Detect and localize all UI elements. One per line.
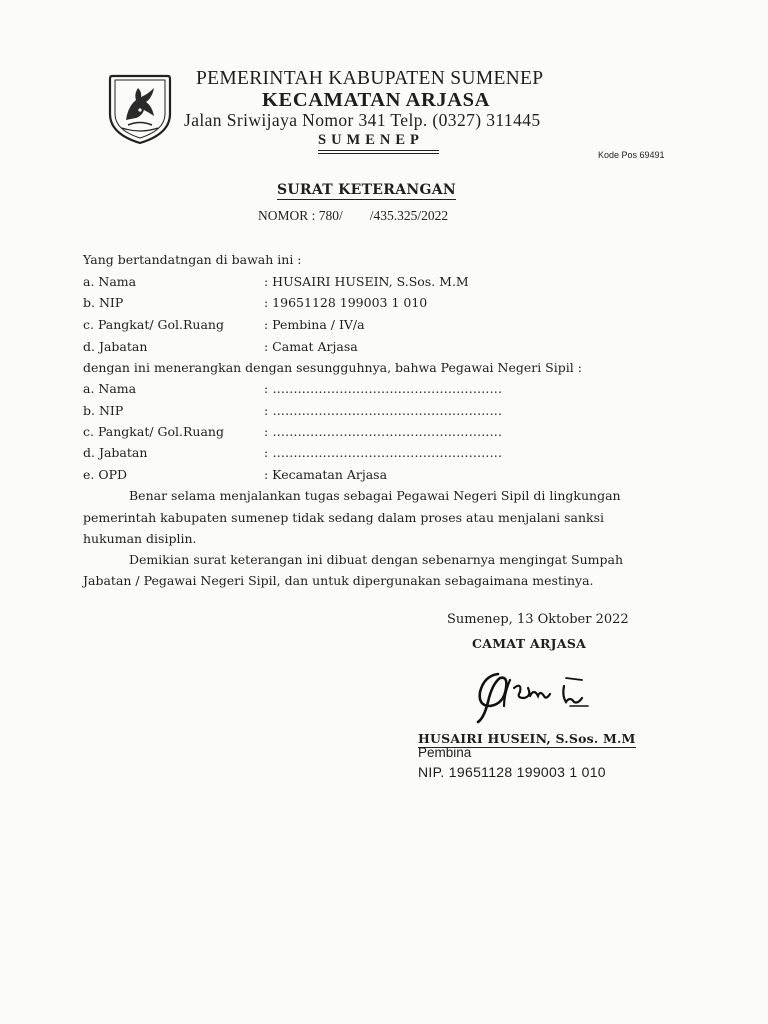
paragraph2-line1: Demikian surat keterangan ini dibuat dengan sebenarnya mengingat Sumpah <box>129 552 624 567</box>
document-number: NOMOR : 780/ /435.325/2022 <box>258 208 449 223</box>
letterhead-underline <box>318 150 439 151</box>
signer-position-value: : Camat Arjasa <box>264 339 358 354</box>
signer-nip-label: b. NIP <box>83 295 124 310</box>
employee-position-label: d. Jabatan <box>83 445 148 460</box>
employee-nip-value: : ....................................................... <box>264 403 503 418</box>
letterhead-underline-thin <box>318 153 439 154</box>
signature-place-date: Sumenep, 13 Oktober 2022 <box>447 612 629 627</box>
signer-rank-label: c. Pangkat/ Gol.Ruang <box>83 317 224 332</box>
signer-name-label: a. Nama <box>83 274 137 289</box>
employee-rank-label: c. Pangkat/ Gol.Ruang <box>83 424 224 439</box>
paragraph1-line1: Benar selama menjalankan tugas sebagai Pegawai Negeri Sipil di lingkungan <box>129 488 621 503</box>
signer-name-value: : HUSAIRI HUSEIN, S.Sos. M.M <box>264 274 469 289</box>
signer-rank-value: : Pembina / IV/a <box>264 317 365 332</box>
statement-text: dengan ini menerangkan dengan sesungguhnya, bahwa Pegawai Negeri Sipil : <box>83 360 582 375</box>
employee-name-value: : ....................................................... <box>264 381 503 396</box>
signatory-nip: NIP. 19651128 199003 1 010 <box>418 764 606 780</box>
intro-text: Yang bertandatngan di bawah ini : <box>83 252 302 267</box>
postal-code: Kode Pos 69491 <box>598 150 665 160</box>
letterhead-city: SUMENEP <box>318 132 424 148</box>
employee-position-value: : ....................................................... <box>264 445 503 460</box>
letterhead-government: PEMERINTAH KABUPATEN SUMENEP <box>196 68 544 89</box>
signer-position-label: d. Jabatan <box>83 339 148 354</box>
signatory-name: HUSAIRI HUSEIN, S.Sos. M.M <box>418 731 636 746</box>
employee-rank-value: : ....................................................... <box>264 424 503 439</box>
handwritten-signature <box>470 666 600 726</box>
employee-name-label: a. Nama <box>83 381 137 396</box>
regency-crest-icon <box>104 70 176 146</box>
paragraph1-line2: pemerintah kabupaten sumenep tidak sedang dalam proses atau menjalani sanksi <box>83 510 604 525</box>
letterhead-address: Jalan Sriwijaya Nomor 341 Telp. (0327) 311445 <box>184 110 541 130</box>
document-title: SURAT KETERANGAN <box>277 182 456 198</box>
employee-opd-value: : Kecamatan Arjasa <box>264 467 388 482</box>
employee-opd-label: e. OPD <box>83 467 128 482</box>
signer-nip-value: : 19651128 199003 1 010 <box>264 295 428 310</box>
letterhead-district: KECAMATAN ARJASA <box>262 89 491 111</box>
signatory-rank: Pembina <box>418 745 472 760</box>
paragraph1-line3: hukuman disiplin. <box>83 531 197 546</box>
employee-nip-label: b. NIP <box>83 403 124 418</box>
signature-role: CAMAT ARJASA <box>472 636 587 651</box>
paragraph2-line2: Jabatan / Pegawai Negeri Sipil, dan untuk dipergunakan sebagaimana mestinya. <box>83 573 594 588</box>
